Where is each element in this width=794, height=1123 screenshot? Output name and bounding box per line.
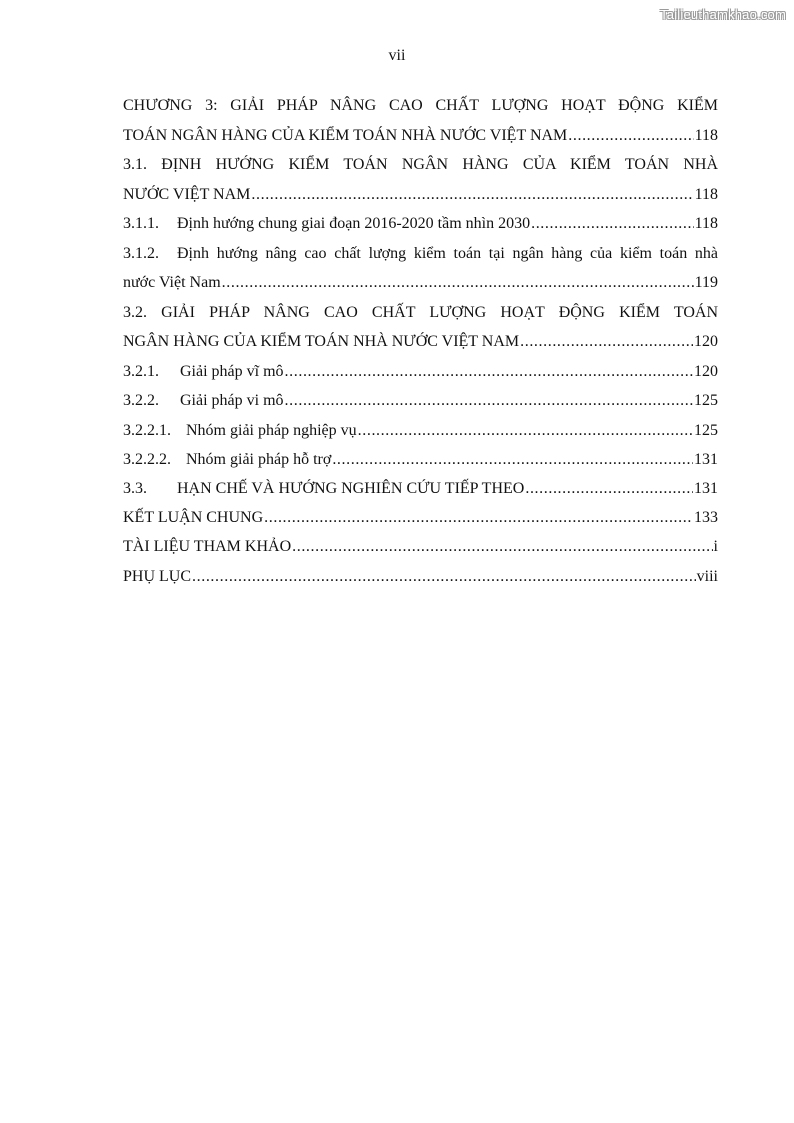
- toc-entry-3-3[interactable]: [123, 474, 718, 503]
- dot-leader: [285, 386, 693, 416]
- dot-leader: [251, 180, 693, 210]
- toc-entry-title: Nhóm giải pháp hỗ trợ: [186, 450, 332, 468]
- toc-section-number: 3.1.2.: [123, 244, 159, 262]
- toc-page-number: 118: [694, 215, 718, 232]
- toc-entry-title-line2: nước Việt Nam: [123, 274, 221, 291]
- toc-entry-3-2-2-1[interactable]: [123, 416, 718, 445]
- toc-entry-appendix[interactable]: [123, 562, 718, 592]
- toc-entry-title-line2: NƯỚC VIỆT NAM: [123, 185, 251, 203]
- watermark-text: Tailieuthamkhao.com: [660, 7, 786, 22]
- dot-leader: [568, 121, 693, 151]
- toc-entry-title: KẾT LUẬN CHUNG: [123, 508, 264, 526]
- toc-entry-title: Giải pháp vĩ mô: [180, 362, 284, 380]
- toc-section-number: 3.3.: [123, 479, 147, 497]
- toc-page-number: 133: [694, 508, 718, 526]
- toc-entry-title: TÀI LIỆU THAM KHẢO: [123, 538, 292, 555]
- dot-leader: [358, 416, 693, 445]
- toc-page-number: 120: [694, 362, 718, 380]
- toc-page-number: 125: [694, 392, 718, 409]
- toc-entry-title-line1: Định hướng nâng cao chất lượng kiểm toán tại ngân hàng của kiểm toán nhà: [177, 244, 718, 262]
- toc-entry-3-1-2[interactable]: [123, 239, 718, 298]
- toc-page-number: 118: [694, 126, 718, 144]
- toc-page-number: i: [713, 538, 718, 555]
- dot-leader: [525, 474, 693, 503]
- dot-leader: [192, 562, 696, 592]
- toc-entry-title-line2: NGÂN HÀNG CỦA KIỂM TOÁN NHÀ NƯỚC VIỆT NAM: [123, 333, 520, 350]
- toc-entry-title: Định hướng chung giai đoạn 2016-2020 tầm nhìn 2030: [177, 215, 531, 232]
- toc-section-number: 3.2.2.: [123, 392, 159, 409]
- toc-entry-title: PHỤ LỤC: [123, 567, 192, 585]
- toc-entry-3-1[interactable]: [123, 150, 718, 209]
- toc-page-number: 131: [694, 450, 718, 468]
- toc-entry-title: Giải pháp vi mô: [180, 392, 284, 409]
- toc-entry-title-line1: 3.2. GIẢI PHÁP NÂNG CAO CHẤT LƯỢNG HOẠT ĐỘNG KIỂM TOÁN: [123, 303, 718, 321]
- toc-section-number: 3.2.2.2.: [123, 450, 171, 468]
- toc-entry-conclusion[interactable]: [123, 503, 718, 533]
- toc-entry-title: Nhóm giải pháp nghiệp vụ: [186, 421, 357, 439]
- table-of-contents: [123, 91, 718, 591]
- toc-entry-3-2-2[interactable]: [123, 386, 718, 416]
- toc-entry-title-line2: TOÁN NGÂN HÀNG CỦA KIỂM TOÁN NHÀ NƯỚC VIỆT NAM: [123, 126, 568, 144]
- toc-section-number: 3.1.1.: [123, 215, 159, 232]
- toc-page-number: 131: [694, 479, 718, 497]
- toc-entry-3-2-2-2[interactable]: [123, 445, 718, 474]
- toc-page-number: 120: [694, 333, 718, 350]
- toc-entry-3-2-1[interactable]: [123, 357, 718, 387]
- dot-leader: [520, 327, 693, 357]
- toc-entry-title: HẠN CHẾ VÀ HƯỚNG NGHIÊN CỨU TIẾP THEO: [177, 479, 525, 497]
- dot-leader: [222, 268, 694, 298]
- page-number: vii: [388, 47, 406, 64]
- toc-page-number: viii: [696, 567, 718, 585]
- toc-entry-references[interactable]: [123, 532, 718, 562]
- toc-entry-chapter-3[interactable]: [123, 91, 718, 150]
- toc-page-number: 118: [694, 185, 718, 203]
- toc-page-number: 125: [694, 421, 718, 439]
- toc-entry-title-line1: CHƯƠNG 3: GIẢI PHÁP NÂNG CAO CHẤT LƯỢNG HOẠT ĐỘNG KIỂM: [123, 97, 718, 114]
- toc-entry-title-line1: 3.1. ĐỊNH HƯỚNG KIỂM TOÁN NGÂN HÀNG CỦA KIỂM TOÁN NHÀ: [123, 156, 718, 173]
- toc-entry-3-2[interactable]: [123, 298, 718, 357]
- dot-leader: [292, 532, 712, 562]
- toc-page-number: 119: [694, 274, 718, 291]
- toc-section-number: 3.2.1.: [123, 362, 159, 380]
- dot-leader: [285, 357, 693, 387]
- toc-section-number: 3.2.2.1.: [123, 421, 171, 439]
- toc-entry-3-1-1[interactable]: [123, 209, 718, 239]
- dot-leader: [332, 445, 693, 474]
- dot-leader: [531, 209, 694, 239]
- dot-leader: [264, 503, 693, 533]
